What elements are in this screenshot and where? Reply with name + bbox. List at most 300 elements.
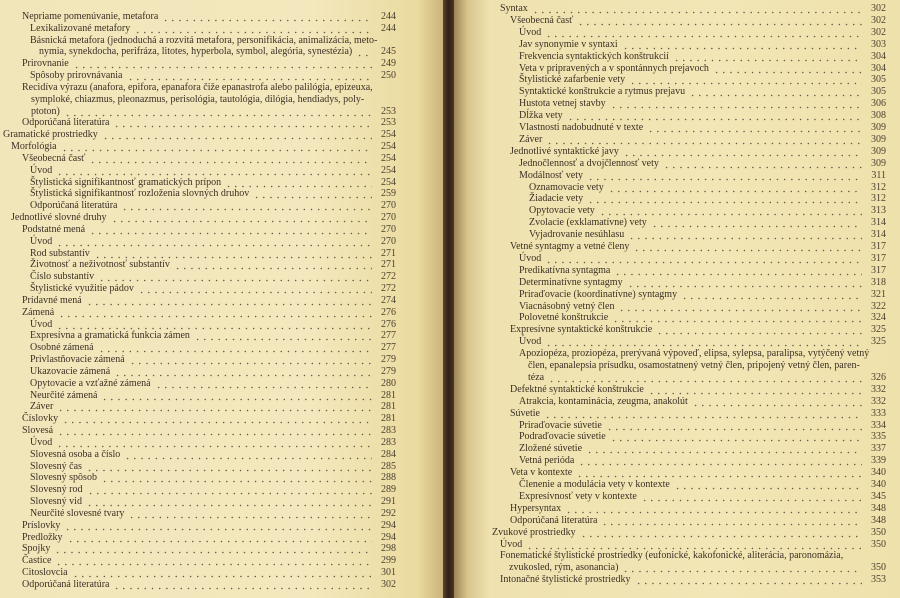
dot-leader [57, 401, 372, 413]
toc-entry-title: Úvod [30, 164, 53, 176]
toc-entry-title: Životnosť a neživotnosť substantív [30, 259, 170, 271]
dot-leader [64, 520, 372, 532]
dot-leader [138, 283, 372, 295]
dot-leader [692, 396, 862, 408]
toc-entry-title: Syntax [500, 3, 528, 14]
toc-entry-line [30, 496, 396, 508]
toc-page-number: 309 [871, 157, 886, 169]
toc-entry-title: Spojky [22, 543, 51, 555]
toc-entry-line [510, 15, 886, 27]
toc-entry-line [30, 330, 396, 342]
toc-page-number: 270 [381, 212, 396, 224]
dot-leader [599, 205, 862, 217]
toc-entry-title: Vyjadrovanie nesúhlasu [529, 229, 625, 241]
toc-entry-title: Odporúčaná literatúra [30, 200, 118, 212]
toc-entry-title: Polovetné konštrukcie [519, 312, 609, 324]
toc-entry-line [519, 396, 886, 408]
toc-entry-line [519, 312, 886, 324]
dot-leader [67, 532, 372, 544]
toc-entry-title: Slovesný vid [30, 496, 82, 508]
dot-leader [113, 117, 372, 129]
dot-leader [606, 420, 862, 432]
toc-entry-title: Štylistické zafarbenie vety [519, 74, 626, 86]
toc-entry-line [22, 82, 373, 94]
toc-entry-title: zvukosled, rým, asonancia) [509, 562, 619, 574]
toc-entry-line [510, 241, 886, 253]
toc-entry-line [510, 146, 886, 158]
toc-page-number: 281 [381, 401, 396, 413]
toc-entry-title: Úvod [30, 436, 53, 448]
toc-page-number: 334 [871, 419, 886, 431]
toc-page-number: 277 [381, 342, 396, 354]
toc-entry-title: Básnická metafora (jednoduchá a rozvitá metafora, personifikácia, animalizácia, meto- [30, 34, 378, 46]
toc-entry-line [519, 443, 886, 455]
toc-page-number: 305 [871, 86, 886, 98]
toc-entry-title: Častice [22, 555, 52, 567]
dot-leader [608, 182, 862, 194]
toc-entry-title: Frekvencia syntaktických konštrukcií [519, 50, 669, 62]
toc-entry-title: Prirovnanie [22, 58, 69, 70]
dot-leader [55, 555, 372, 567]
toc-page-number: 340 [871, 467, 886, 479]
toc-page-number: 250 [381, 70, 396, 82]
toc-page-number: 276 [381, 318, 396, 330]
toc-entry-line [30, 319, 396, 331]
toc-entry-title: Veta v kontexte [510, 467, 573, 479]
toc-entry-title: Všeobecná časť [510, 14, 574, 26]
toc-page-number: 302 [381, 578, 396, 590]
toc-entry-title: Expresívne syntaktické konštrukcie [510, 324, 653, 336]
toc-page-number: 299 [381, 555, 396, 567]
toc-page-number: 303 [871, 38, 886, 50]
toc-entry-line [30, 283, 396, 295]
toc-entry-line [510, 324, 886, 336]
dot-leader [647, 122, 862, 134]
toc-page-number: 294 [381, 519, 396, 531]
toc-entry-line [519, 265, 886, 277]
toc-entry-line [22, 11, 396, 23]
toc-page-number: 350 [871, 526, 886, 538]
dot-leader [114, 366, 372, 378]
toc-page-number: 311 [871, 169, 886, 181]
toc-entry-title: člen, epanalepsia prísudku, osamostatnený vetný člen, pripojený vetný člen, paren- [528, 360, 860, 371]
toc-entry-title: Neurčité zámená [30, 389, 98, 401]
toc-entry-line [500, 539, 886, 551]
dot-leader [113, 579, 372, 591]
dot-leader [124, 449, 372, 461]
toc-entry-line [22, 58, 396, 70]
dot-leader [545, 27, 862, 39]
toc-entry-title: Príslovky [22, 519, 61, 531]
toc-entry-line [22, 295, 396, 307]
toc-page-number: 245 [381, 46, 396, 58]
dot-leader [601, 515, 862, 527]
dot-leader [87, 484, 373, 496]
toc-entry-line [519, 301, 886, 313]
toc-entry-line [519, 455, 886, 467]
toc-page-number: 314 [871, 229, 886, 241]
dot-leader [610, 431, 862, 443]
toc-entry-title: Defektné syntaktické konštrukcie [510, 383, 644, 395]
toc-entry-line [22, 567, 396, 579]
toc-entry-line [529, 193, 886, 205]
toc-entry-title: Štylistické využitie pádov [30, 283, 134, 295]
toc-entry-line [519, 491, 886, 503]
toc-entry-line [30, 401, 396, 413]
toc-page-number: 332 [871, 395, 886, 407]
toc-entry-line [519, 110, 886, 122]
toc-page-number: 244 [381, 22, 396, 34]
toc-entry-title: Gramatické prostriedky [3, 129, 98, 141]
toc-entry-line [30, 70, 396, 82]
toc-page-number: 298 [381, 543, 396, 555]
toc-entry-line [519, 431, 886, 443]
toc-entry-title: Odporúčaná literatúra [510, 514, 598, 526]
toc-page-number: 281 [381, 389, 396, 401]
toc-entry-line [519, 348, 869, 360]
toc-page-number: 284 [381, 448, 396, 460]
toc-page-number: 254 [381, 176, 396, 188]
toc-page-number: 317 [871, 264, 886, 276]
toc-entry-title: Slovesný rod [30, 484, 83, 496]
toc-page-number: 317 [871, 241, 886, 252]
toc-page-number: 337 [871, 443, 886, 455]
toc-entry-line [30, 35, 377, 47]
toc-page-number: 309 [871, 122, 886, 133]
toc-page-number: 283 [381, 436, 396, 448]
book-spine [443, 0, 454, 598]
dot-leader [86, 461, 372, 473]
toc-entry-title: Slovesá [22, 425, 54, 437]
dot-leader [586, 443, 862, 455]
dot-leader [629, 74, 862, 86]
toc-page-number: 272 [381, 283, 396, 295]
toc-page-number: 279 [381, 354, 396, 366]
toc-entry-line [22, 425, 396, 437]
toc-entry-title: ptoton) [31, 105, 60, 117]
dot-leader [225, 177, 372, 189]
toc-entry-title: Ukazovacie zámená [30, 365, 111, 377]
toc-entry-title: Oznamovacie vety [529, 181, 604, 193]
toc-entry-title: Úvod [30, 235, 53, 247]
toc-page-number: 309 [871, 133, 886, 145]
toc-entry-line [22, 532, 396, 544]
dot-leader [623, 146, 862, 158]
dot-leader [580, 527, 862, 539]
toc-entry-title: Veta v pripravených a v spontánnych prejavoch [519, 62, 709, 74]
toc-entry-title: Dĺžka vety [519, 110, 563, 122]
dot-leader [565, 503, 862, 515]
toc-entry-line [510, 384, 886, 396]
toc-entry-title: Osobné zámená [30, 342, 94, 354]
toc-page-number: 333 [871, 407, 886, 419]
toc-entry-line [30, 271, 396, 283]
toc-entry-title: Jav synonymie v syntaxi [519, 38, 618, 50]
toc-entry-line [30, 248, 396, 260]
toc-entry-title: Zvolacie (exklamatívne) vety [529, 217, 647, 229]
toc-entry-title: Úvod [519, 336, 542, 348]
toc-page-number: 289 [381, 484, 396, 496]
toc-entry-line [519, 336, 886, 348]
toc-entry-line [31, 106, 396, 118]
toc-entry-title: Fonematické štylistické prostriedky (eufonické, kakofonické, aliterácia, paronomázia, [500, 550, 844, 562]
toc-entry-title: téza [528, 371, 545, 383]
dot-leader [86, 496, 372, 508]
toc-entry-line [30, 188, 396, 200]
dot-leader [56, 437, 372, 449]
toc-page-number: 340 [871, 479, 886, 490]
toc-entry-title: Predložky [22, 531, 63, 543]
dot-leader [101, 472, 372, 484]
toc-entry-line [509, 562, 886, 574]
dot-leader [121, 200, 372, 212]
toc-page-number: 350 [871, 562, 886, 574]
toc-entry-title: Úvod [500, 538, 523, 550]
toc-entry-title: Žiadacie vety [529, 193, 584, 205]
toc-entry-title: Hypersyntax [510, 502, 562, 514]
toc-entry-title: Opytovacie vety [529, 205, 595, 217]
toc-entry-line [30, 259, 396, 271]
toc-entry-line [30, 484, 396, 496]
toc-page-number: 270 [381, 223, 396, 235]
toc-page-number: 271 [381, 247, 396, 259]
toc-entry-title: Priraďovacie (koordinatívne) syntagmy [519, 288, 678, 300]
dot-leader [526, 539, 862, 551]
toc-entry-title: Zvukové prostriedky [492, 526, 576, 538]
toc-entry-title: Odporúčaná literatúra [22, 578, 110, 590]
toc-entry-line [22, 307, 396, 319]
toc-entry-line [528, 360, 860, 372]
toc-page-number: 294 [381, 531, 396, 543]
toc-entry-line [31, 94, 364, 106]
toc-entry-title: nymia, synekdocha, perifráza, litotes, hyperbola, symbol, alegória, synestézia) [39, 46, 353, 58]
toc-page-number: 345 [871, 490, 886, 502]
toc-page-number: 322 [871, 300, 886, 312]
toc-entry-line [30, 461, 396, 473]
toc-page-number: 312 [871, 193, 886, 205]
dot-leader [674, 479, 862, 491]
dot-leader [64, 106, 372, 118]
toc-entry-line [30, 342, 396, 354]
toc-entry-line [519, 122, 886, 134]
toc-entry-title: Štylistická signifikantnosť gramatických prípon [30, 176, 222, 188]
toc-entry-title: Slovesný čas [30, 460, 82, 472]
toc-entry-title: Neurčité slovesné tvary [30, 507, 125, 519]
toc-entry-title: Intonačné štylistické prostriedky [500, 574, 631, 586]
toc-entry-title: Úvod [519, 252, 542, 264]
toc-page-number: 313 [871, 205, 886, 217]
toc-page-number: 304 [871, 50, 886, 62]
toc-entry-title: Recidíva výrazu (anafora, epifora, epanafora čiže epanastrofa alebo palilógia, epizeuxa, [22, 81, 373, 93]
dot-leader [548, 372, 862, 384]
toc-page-number: 332 [871, 383, 886, 395]
dot-leader [635, 574, 862, 586]
dot-leader [532, 3, 862, 15]
dot-leader [612, 312, 862, 324]
dot-leader [155, 378, 372, 390]
toc-entry-line [529, 182, 886, 194]
toc-entry-title: Slovesný spôsob [30, 472, 97, 484]
toc-page-number: 254 [381, 141, 396, 153]
toc-entry-title: Záver [30, 401, 54, 413]
toc-entry-line [519, 420, 886, 432]
dot-leader [62, 413, 372, 425]
dot-leader [622, 562, 862, 574]
dot-leader [628, 229, 862, 241]
dot-leader [58, 307, 372, 319]
dot-leader [98, 271, 372, 283]
toc-page-number: 350 [871, 538, 886, 550]
toc-entry-title: Atrakcia, kontaminácia, zeugma, anakolút [519, 395, 688, 407]
dot-leader [587, 170, 862, 182]
dot-leader [610, 98, 862, 110]
toc-entry-line [30, 177, 396, 189]
toc-entry-title: Citoslovcia [22, 567, 68, 578]
toc-entry-title: Úvod [30, 318, 53, 330]
left-page-table-of-contents [0, 0, 444, 598]
toc-entry-line [30, 508, 396, 520]
toc-entry-line [11, 212, 396, 224]
toc-entry-title: Viacnásobný vetný člen [519, 300, 615, 312]
toc-entry-line [22, 543, 396, 555]
toc-entry-line [39, 46, 396, 58]
toc-entry-title: Priraďovacie súvetie [519, 419, 602, 431]
toc-entry-line [3, 129, 396, 141]
toc-entry-line [22, 153, 396, 165]
toc-page-number: 304 [871, 62, 886, 74]
dot-leader [73, 58, 372, 70]
toc-page-number: 281 [381, 413, 396, 425]
toc-page-number: 324 [871, 312, 886, 324]
toc-entry-line [22, 117, 396, 129]
dot-leader [89, 153, 372, 165]
dot-leader [656, 324, 862, 336]
toc-entry-title: Slovesná osoba a číslo [30, 448, 121, 460]
dot-leader [57, 425, 372, 437]
toc-entry-line [528, 372, 886, 384]
toc-page-number: 283 [381, 425, 396, 437]
dot-leader [98, 342, 372, 354]
toc-entry-line [519, 63, 886, 75]
toc-entry-line [529, 217, 886, 229]
toc-entry-line [500, 550, 843, 562]
dot-leader [577, 15, 862, 27]
toc-page-number: 318 [871, 276, 886, 288]
dot-leader [673, 51, 862, 63]
toc-page-number: 305 [871, 74, 886, 86]
toc-entry-title: Jednočlennosť a dvojčlennosť vety [519, 157, 659, 169]
toc-entry-title: symploké, chiazmus, pleonazmus, perisológia, tautológia, dilógia, hendiadys, poly- [31, 93, 365, 105]
toc-page-number: 339 [871, 455, 886, 467]
toc-page-number: 292 [381, 507, 396, 519]
toc-page-number: 325 [871, 324, 886, 336]
toc-entry-title: Syntaktické konštrukcie a rytmus prejavu [519, 86, 686, 98]
dot-leader [545, 253, 862, 265]
toc-entry-title: Číslovky [22, 413, 59, 425]
toc-entry-title: Morfológia [11, 141, 57, 153]
toc-entry-line [30, 390, 396, 402]
toc-entry-line [30, 366, 396, 378]
dot-leader [56, 236, 372, 248]
toc-entry-line [22, 520, 396, 532]
dot-leader [253, 188, 372, 200]
dot-leader [567, 110, 862, 122]
toc-entry-line [30, 23, 396, 35]
toc-entry-title: Zložené súvetie [519, 443, 583, 455]
toc-page-number: 271 [381, 259, 396, 271]
toc-entry-title: Determinatívne syntagmy [519, 276, 623, 288]
toc-page-number: 249 [381, 58, 396, 70]
toc-entry-line [510, 503, 886, 515]
toc-entry-title: Prídavné mená [22, 294, 82, 306]
dot-leader [56, 319, 372, 331]
toc-entry-line [529, 205, 886, 217]
toc-entry-title: Privlastňovacie zámená [30, 354, 125, 366]
toc-entry-line [30, 449, 396, 461]
toc-entry-title: Opytovacie a vzťažné zámená [30, 377, 151, 389]
dot-leader [101, 390, 372, 402]
toc-entry-title: Podraďovacie súvetie [519, 431, 606, 443]
toc-entry-line [30, 437, 396, 449]
toc-page-number: 353 [871, 574, 886, 586]
toc-page-number: 317 [871, 252, 886, 264]
toc-entry-title: Jednotlivé syntaktické javy [510, 145, 619, 157]
dot-leader [578, 455, 862, 467]
dot-leader [544, 408, 862, 420]
toc-entry-line [30, 354, 396, 366]
toc-entry-line [30, 472, 396, 484]
dot-leader [134, 23, 372, 35]
toc-entry-line [519, 86, 886, 98]
toc-entry-line [30, 378, 396, 390]
dot-leader [618, 301, 862, 313]
toc-page-number: 302 [871, 26, 886, 38]
toc-page-number: 321 [871, 288, 886, 300]
toc-page-number: 259 [381, 188, 396, 200]
toc-entry-line [500, 3, 886, 15]
dot-leader [633, 241, 862, 253]
toc-entry-title: Úvod [519, 26, 542, 38]
toc-entry-line [22, 224, 396, 236]
toc-page-number: 325 [871, 336, 886, 348]
dot-leader [663, 158, 862, 170]
dot-leader [128, 508, 372, 520]
toc-entry-line [519, 134, 886, 146]
toc-entry-title: Predikatívna syntagma [519, 264, 611, 276]
dot-leader [89, 224, 372, 236]
toc-entry-line [519, 277, 886, 289]
toc-entry-line [510, 408, 886, 420]
toc-entry-title: Modálnosť vety [519, 169, 583, 181]
toc-entry-title: Nepriame pomenúvanie, metafora [22, 11, 159, 22]
dot-leader [111, 212, 372, 224]
toc-entry-line [519, 479, 886, 491]
toc-page-number: 276 [381, 306, 396, 318]
dot-leader [102, 129, 372, 141]
toc-page-number: 272 [381, 271, 396, 283]
toc-page-number: 308 [871, 110, 886, 122]
toc-page-number: 277 [381, 330, 396, 342]
toc-page-number: 326 [871, 371, 886, 383]
toc-page-number: 280 [381, 377, 396, 389]
dot-leader [129, 354, 372, 366]
toc-entry-title: Štylistická signifikantnosť rozloženia slovných druhov [30, 188, 250, 200]
toc-entry-title: Odporúčaná literatúra [22, 117, 110, 129]
dot-leader [614, 265, 862, 277]
toc-page-number: 314 [871, 217, 886, 229]
toc-entry-title: Expresívna a gramatická funkcia zámen [30, 330, 190, 342]
dot-leader [127, 70, 373, 82]
